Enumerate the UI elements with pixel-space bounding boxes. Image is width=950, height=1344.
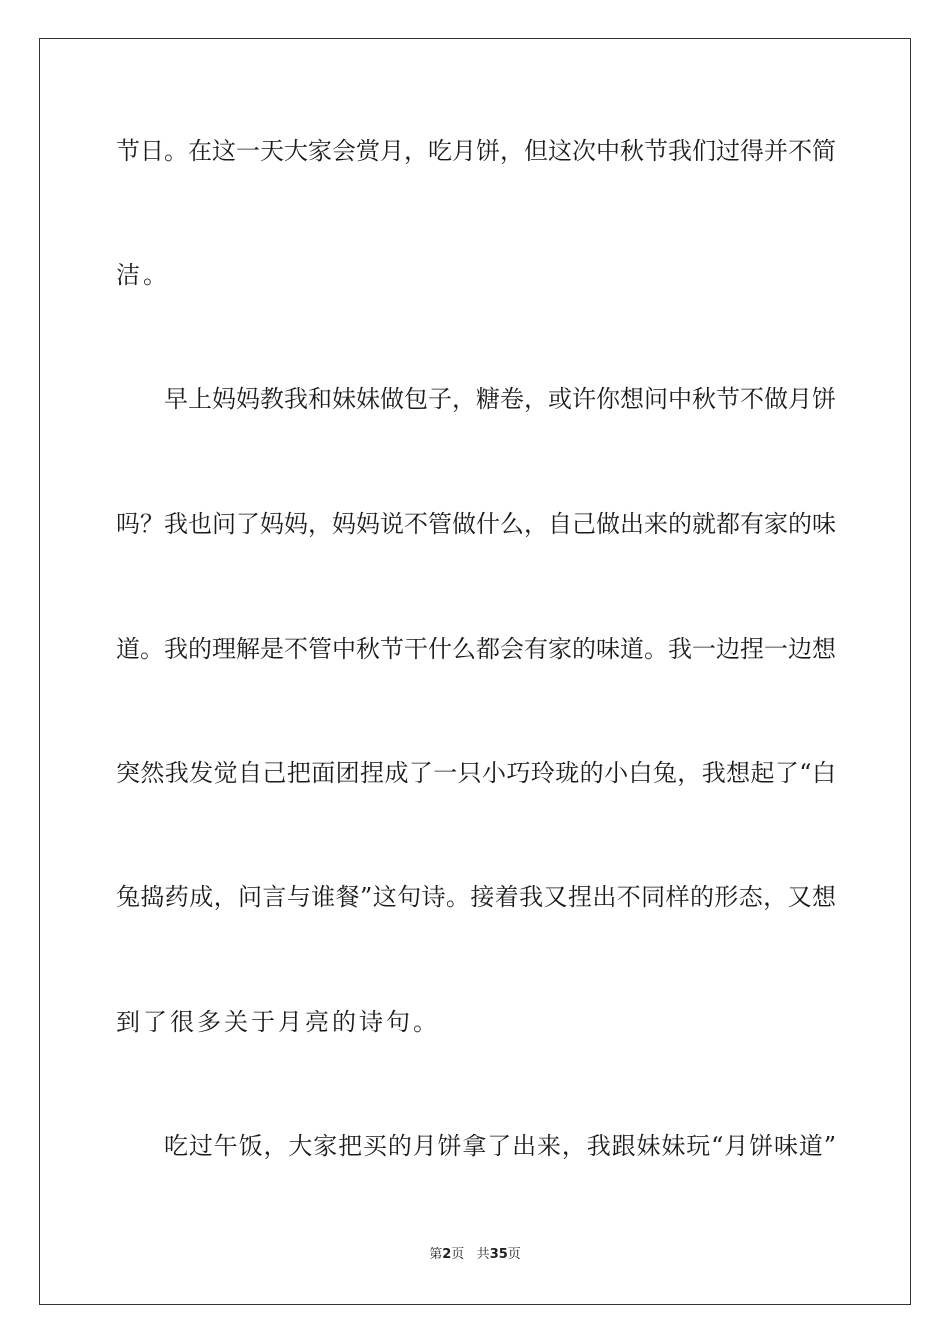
page-footer — [0, 1246, 950, 1264]
footer-page-suffix: 页 — [451, 1247, 465, 1262]
paragraph-start-line-3: 早上妈妈教我和妹妹做包子，糖卷，或许你想问中秋节不做月饼 — [164, 385, 836, 413]
footer-total-suffix: 页 — [507, 1247, 521, 1262]
paragraph-start-line-9: 吃过午饭，大家把买的月饼拿了出来，我跟妹妹玩“月饼味道” — [164, 1132, 836, 1160]
text-line-2: 洁。 — [116, 261, 170, 289]
footer-page-prefix: 第 — [429, 1247, 443, 1262]
footer-total-pages: 35 — [489, 1247, 508, 1262]
text-line-7: 兔捣药成，问言与谁餐”这句诗。接着我又捏出不同样的形态，又想 — [116, 883, 836, 911]
text-line-5: 道。我的理解是不管中秋节干什么都会有家的味道。我一边捏一边想 — [116, 635, 836, 663]
text-line-4: 吗？我也问了妈妈，妈妈说不管做什么，自己做出来的就都有家的味 — [116, 510, 836, 538]
footer-page-number: 2 — [442, 1247, 452, 1262]
page-frame — [39, 38, 911, 1305]
text-line-6: 突然我发觉自己把面团捏成了一只小巧玲珑的小白兔，我想起了“白 — [116, 759, 836, 787]
text-line-8: 到了很多关于月亮的诗句。 — [116, 1008, 440, 1036]
text-line-1: 节日。在这一天大家会赏月，吃月饼，但这次中秋节我们过得并不简 — [116, 137, 836, 165]
footer-total-prefix: 共 — [476, 1247, 490, 1262]
